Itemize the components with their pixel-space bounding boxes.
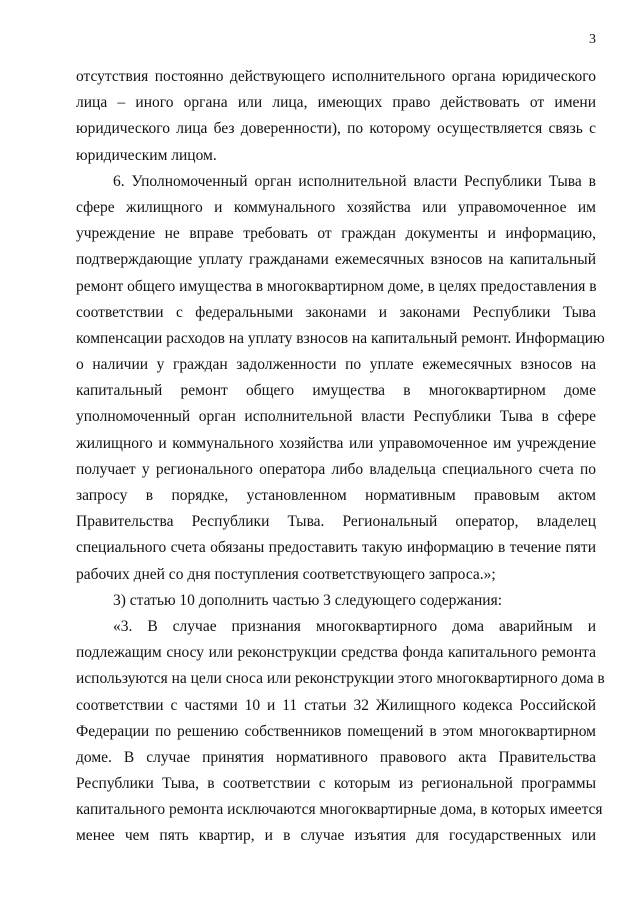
document-body bbox=[76, 64, 605, 850]
text-line: запросу в порядке, установленном нормативным правовым актом bbox=[76, 487, 596, 504]
text-line: уполномоченный орган исполнительной власти Республики Тыва в сфере bbox=[76, 408, 596, 426]
text-line: ремонт общего имущества в многоквартирном доме, в целях предоставления в bbox=[76, 277, 597, 295]
text-line: компенсации расходов на уплату взносов на капитальный ремонт. Информацию bbox=[76, 329, 605, 347]
text-line: получает у регионального оператора либо владельца специального счета по bbox=[76, 460, 596, 478]
text-line: Республики Тыва, в соответствии с которым из региональной программы bbox=[76, 775, 596, 793]
text-line: капитальный ремонт общего имущества в многоквартирном доме bbox=[76, 382, 596, 400]
text-line: 3) статью 10 дополнить частью 3 следующего содержания: bbox=[113, 591, 503, 609]
text-line: учреждение не вправе требовать от граждан документы и информацию, bbox=[76, 225, 596, 243]
text-line: соответствии с частями 10 и 11 статьи 32 Жилищного кодекса Российской bbox=[76, 696, 596, 714]
text-line: о наличии у граждан задолженности по уплате ежемесячных взносов на bbox=[76, 356, 596, 374]
page-number: 3 bbox=[589, 32, 596, 47]
text-line: используются на цели сноса или реконструкции этого многоквартирного дома в bbox=[76, 670, 605, 688]
text-line: жилищного и коммунального хозяйства или управомоченное им учреждение bbox=[76, 434, 596, 452]
text-line: сфере жилищного и коммунального хозяйства или управомоченное им bbox=[76, 198, 596, 216]
text-line: подтверждающие уплату гражданами ежемесячных взносов на капитальный bbox=[76, 251, 596, 269]
text-line: 6. Уполномоченный орган исполнительной власти Республики Тыва в bbox=[113, 172, 596, 190]
text-line: доме. В случае принятия нормативного правового акта Правительства bbox=[76, 748, 596, 766]
text-line: подлежащим сносу или реконструкции средства фонда капитального ремонта bbox=[76, 644, 596, 662]
text-line: отсутствия постоянно действующего исполнительного органа юридического bbox=[76, 68, 596, 85]
text-line: «3. В случае признания многоквартирного дома аварийным и bbox=[113, 617, 596, 635]
text-line: лица – иного органа или лица, имеющих право действовать от имени bbox=[76, 94, 596, 112]
text-line: капитального ремонта исключаются многоквартирные дома, в которых имеется bbox=[76, 801, 603, 819]
text-line: рабочих дней со дня поступления соответствующего запроса.»; bbox=[76, 565, 496, 583]
text-line: Правительства Республики Тыва. Региональный оператор, владелец bbox=[76, 513, 596, 531]
text-line: менее чем пять квартир, и в случае изъятия для государственных или bbox=[76, 827, 596, 845]
text-line: специального счета обязаны предоставить такую информацию в течение пяти bbox=[76, 539, 596, 557]
text-line: Федерации по решению собственников помещений в этом многоквартирном bbox=[76, 722, 596, 740]
text-line: юридическим лицом. bbox=[76, 146, 217, 164]
text-line: юридического лица без доверенности), по которому осуществляется связь с bbox=[76, 120, 596, 138]
text-line: соответствии с федеральными законами и законами Республики Тыва bbox=[76, 303, 596, 321]
